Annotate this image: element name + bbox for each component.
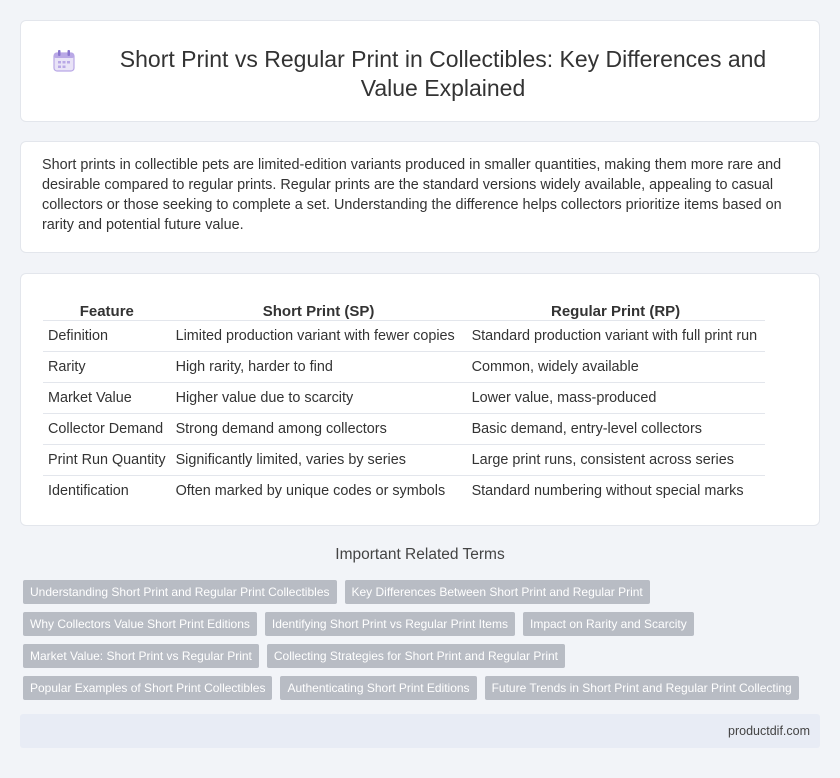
table-cell: Often marked by unique codes or symbols (175, 482, 446, 499)
related-term-link[interactable]: Impact on Rarity and Scarcity (523, 612, 694, 636)
table-cell: Limited production variant with fewer copies (171, 320, 467, 351)
page-title: Short Print vs Regular Print in Collectibles: Key Differences and Value Explained (119, 46, 767, 101)
related-term-link[interactable]: Popular Examples of Short Print Collectibles (23, 676, 272, 700)
table-cell: Higher value due to scarcity (171, 382, 467, 413)
table-header-row (43, 294, 765, 320)
table-cell: Basic demand, entry-level collectors (467, 413, 765, 444)
header-regular-print: Regular Print (RP) (467, 294, 765, 320)
table-row (43, 382, 765, 413)
table-cell: Rarity (43, 351, 171, 382)
related-term-link[interactable]: Key Differences Between Short Print and Regular Print (345, 580, 650, 604)
table-row (43, 320, 765, 351)
related-term-link[interactable]: Understanding Short Print and Regular Print Collectibles (23, 580, 337, 604)
site-link[interactable]: productdif.com (728, 724, 810, 738)
related-term-link[interactable]: Future Trends in Short Print and Regular Print Collecting (485, 676, 799, 700)
comparison-card (20, 273, 820, 526)
table-cell: Strong demand among collectors (171, 413, 467, 444)
table-cell: Standard numbering without special marks (471, 482, 744, 499)
table-cell: Market Value (43, 382, 171, 413)
table-row (43, 475, 765, 506)
related-term-link[interactable]: Market Value: Short Print vs Regular Print (23, 644, 259, 668)
table-row (43, 444, 765, 475)
header-short-print: Short Print (SP) (171, 294, 467, 320)
related-term-link[interactable]: Authenticating Short Print Editions (280, 676, 476, 700)
footer-bar (20, 714, 820, 748)
table-cell: Significantly limited, varies by series (171, 444, 467, 475)
table-cell: Definition (43, 320, 171, 351)
table-cell: Print Run Quantity (43, 444, 171, 475)
table-cell: Large print runs, consistent across series (467, 444, 765, 475)
calendar-icon (51, 48, 77, 74)
related-term-link[interactable]: Identifying Short Print vs Regular Print Items (265, 612, 515, 636)
table-row (43, 351, 765, 382)
intro-card (20, 141, 820, 253)
header-card (20, 20, 820, 122)
table-row (43, 413, 765, 444)
table-cell: Common, widely available (467, 351, 765, 382)
related-term-link[interactable]: Collecting Strategies for Short Print and Regular Print (267, 644, 565, 668)
related-terms-list (23, 580, 823, 708)
table-cell: Lower value, mass-produced (467, 382, 765, 413)
table-cell: Collector Demand (43, 413, 171, 444)
comparison-table (43, 294, 765, 506)
related-term-link[interactable]: Why Collectors Value Short Print Editions (23, 612, 257, 636)
table-cell: High rarity, harder to find (171, 351, 467, 382)
header-feature: Feature (43, 294, 171, 320)
related-terms-title: Important Related Terms (335, 546, 505, 563)
table-cell: Identification (48, 482, 129, 499)
intro-paragraph: Short prints in collectible pets are limited-edition variants produced in smaller quantities, making them more rare and desirable compared to regular prints. Regular prints are the standard versions widely available, appealing to casual collectors or those seeking to complete a set. Understanding the difference helps collectors prioritize items based on rarity and potential future value. (42, 157, 782, 233)
table-cell: Standard production variant with full print run (467, 320, 765, 351)
